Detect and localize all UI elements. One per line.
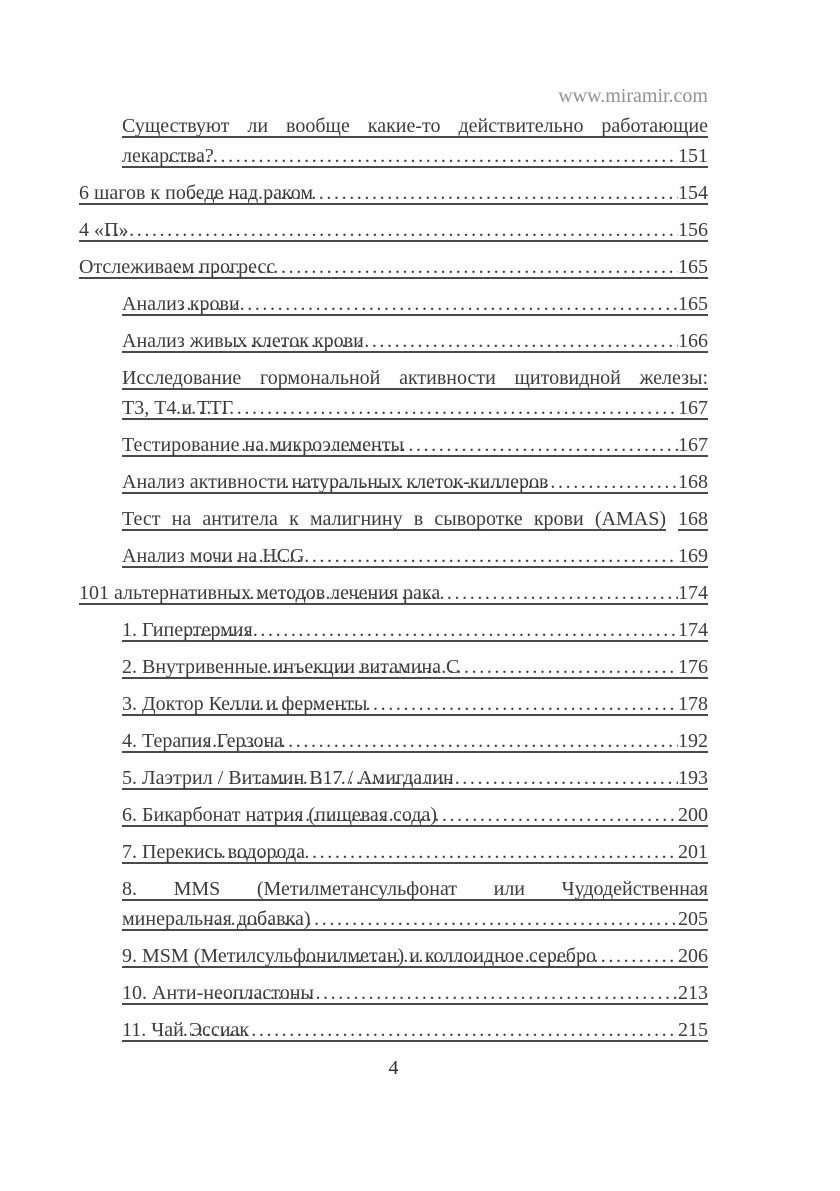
dot-leader: [205, 541, 678, 571]
toc-entry-page-number: 176: [678, 656, 708, 678]
toc-entry-last-line: [122, 941, 708, 971]
toc-entry-page-number: 174: [678, 582, 708, 604]
toc-entry-title: 4. Терапия Герзона: [122, 730, 284, 752]
toc-entry-last-line: [122, 615, 708, 645]
toc-entry[interactable]: [79, 763, 708, 793]
toc-entry[interactable]: [79, 326, 708, 356]
toc-entry[interactable]: [79, 541, 708, 571]
dot-leader: [257, 763, 678, 793]
toc-entry-title-line: [122, 874, 708, 904]
website-url: www.miramir.com: [558, 85, 708, 107]
toc-entry-title: 3. Доктор Келли и ферменты: [122, 693, 368, 715]
toc-entry-page-number: 201: [678, 841, 708, 863]
toc-entry-last-line: [122, 541, 708, 571]
dot-leader: [259, 652, 678, 682]
dot-leader: [184, 615, 678, 645]
toc-entry-page-number: 165: [678, 256, 708, 278]
toc-entry-title: 10. Анти-неопластоны: [122, 982, 314, 1004]
toc-entry[interactable]: [79, 800, 708, 830]
dot-leader: [209, 978, 678, 1008]
toc-entry-last-line: [122, 504, 708, 534]
toc-entry-title: 1. Гипертермия: [122, 619, 253, 641]
toc-entry-page-number: 174: [678, 619, 708, 641]
toc-entry-last-line: [122, 652, 708, 682]
toc-entry-last-line: [122, 978, 708, 1008]
toc-entry-last-line: [122, 467, 708, 497]
toc-entry-title: 11. Чай Эссиак: [122, 1019, 250, 1041]
toc-entry-last-line: [122, 430, 708, 460]
dot-leader: [190, 178, 678, 208]
dot-leader: [179, 289, 678, 319]
toc-entry-title: 4 «П»: [79, 219, 129, 241]
toc-entry-last-line: [79, 252, 708, 282]
toc-entry[interactable]: [79, 726, 708, 756]
toc-entry[interactable]: [79, 874, 708, 934]
toc-entry-last-line: [122, 689, 708, 719]
toc-entry[interactable]: [79, 578, 708, 608]
table-of-contents: [79, 111, 708, 1052]
toc-entry-page-number: 167: [678, 397, 708, 419]
toc-entry-page-number: 193: [678, 767, 708, 789]
toc-entry-title: 2. Внутривенные инъекции витамина С: [122, 656, 460, 678]
toc-entry-page-number: 206: [678, 945, 708, 967]
toc-entry[interactable]: [79, 689, 708, 719]
toc-entry[interactable]: [79, 941, 708, 971]
toc-entry[interactable]: [79, 504, 708, 534]
toc-entry-page-number: 168: [678, 508, 708, 530]
toc-entry-page-number: 154: [678, 182, 708, 204]
toc-entry[interactable]: [79, 978, 708, 1008]
toc-entry[interactable]: [79, 1015, 708, 1045]
dot-leader: [197, 726, 678, 756]
toc-entry-page-number: 168: [678, 471, 708, 493]
toc-entry-title: Анализ живых клеток крови: [122, 330, 364, 352]
toc-entry[interactable]: [79, 252, 708, 282]
dot-leader: [183, 1015, 678, 1045]
toc-entry-last-line: [122, 326, 708, 356]
toc-entry-last-line: [79, 178, 708, 208]
toc-entry-title: Тест на антитела к малигнину в сыворотке крови (AMAS): [122, 508, 666, 530]
toc-entry-title: 6 шагов к победе над раком: [79, 182, 314, 204]
toc-entry-page-number: 178: [678, 693, 708, 715]
toc-entry-page-number: 169: [678, 545, 708, 567]
toc-entry[interactable]: [79, 215, 708, 245]
toc-entry-title: 5. Лаэтрил / Витамин В17 / Амигдалин: [122, 767, 454, 789]
toc-entry-page-number: 166: [678, 330, 708, 352]
toc-entry-page-number: 215: [678, 1019, 708, 1041]
toc-entry-page-number: 151: [678, 145, 708, 167]
toc-entry-last-line: [122, 904, 708, 934]
toc-entry-last-line: [122, 141, 708, 171]
toc-entry-title: Отслеживаем прогресс: [79, 256, 276, 278]
toc-entry-title: 9. MSM (Метилсульфонилметан) и коллоидное серебро: [122, 945, 596, 967]
toc-entry[interactable]: [79, 615, 708, 645]
toc-entry[interactable]: [79, 430, 708, 460]
dot-leader: [229, 689, 678, 719]
toc-entry-title-line: [122, 111, 708, 141]
toc-entry[interactable]: [79, 467, 708, 497]
toc-entry-title: Тестирование на микроэлементы: [122, 434, 404, 456]
toc-entry-page-number: 156: [678, 219, 708, 241]
toc-entry[interactable]: [79, 363, 708, 423]
dot-leader: [208, 904, 678, 934]
toc-entry-title-line: [122, 363, 708, 393]
dot-leader: [106, 215, 678, 245]
page-footer: [79, 1055, 708, 1081]
dot-leader: [252, 800, 678, 830]
toc-entry-last-line: [122, 763, 708, 793]
dot-leader: [206, 837, 678, 867]
dot-leader: [297, 941, 678, 971]
toc-entry-title-text: 8. MMS (Метилметансульфонат или Чудодейственная: [122, 878, 708, 900]
toc-entry-title: 101 альтернативных методов лечения рака: [79, 582, 441, 604]
toc-entry-last-line: [79, 578, 708, 608]
page-number: 4: [388, 1057, 399, 1079]
dot-leader: [241, 430, 678, 460]
toc-entry-page-number: 167: [678, 434, 708, 456]
page-header: [79, 85, 708, 108]
toc-entry-title: Анализ активности натуральных клеток-киллеров: [122, 471, 549, 493]
toc-entry-last-line: [122, 289, 708, 319]
toc-entry[interactable]: [79, 111, 708, 171]
toc-entry-title: лекарства?: [122, 145, 214, 167]
toc-entry-title: 7. Перекись водорода: [122, 841, 305, 863]
toc-entry-last-line: [122, 1015, 708, 1045]
toc-entry-last-line: [122, 837, 708, 867]
toc-entry-title: Анализ крови: [122, 293, 240, 315]
toc-entry[interactable]: [79, 652, 708, 682]
toc-entry-title-text: Исследование гормональной активности щитовидной железы:: [122, 367, 708, 389]
toc-entry-title-text: Существуют ли вообще какие-то действительно работающие: [122, 115, 708, 137]
toc-entry-title: минеральная добавка): [122, 908, 311, 930]
dot-leader: [167, 141, 678, 171]
dot-leader: [176, 393, 678, 423]
toc-entry[interactable]: [79, 837, 708, 867]
toc-entry-last-line: [122, 800, 708, 830]
dot-leader: [227, 326, 678, 356]
toc-entry-title: 6. Бикарбонат натрия (пищевая сода): [122, 804, 438, 826]
toc-entry-last-line: [122, 726, 708, 756]
toc-entry-page-number: 213: [678, 982, 708, 1004]
toc-entry-title: Т3, Т4 и ТТГ: [122, 397, 234, 419]
toc-entry-page-number: 192: [678, 730, 708, 752]
toc-entry-page-number: 200: [678, 804, 708, 826]
dot-leader: [284, 467, 678, 497]
dot-leader: [175, 252, 678, 282]
toc-entry-page-number: 165: [678, 293, 708, 315]
toc-entry-last-line: [122, 393, 708, 423]
toc-entry-page-number: 205: [678, 908, 708, 930]
dot-leader: [234, 578, 678, 608]
toc-entry[interactable]: [79, 289, 708, 319]
toc-entry[interactable]: [79, 178, 708, 208]
toc-entry-last-line: [79, 215, 708, 245]
toc-entry-title: Анализ мочи на HCG: [122, 545, 305, 567]
